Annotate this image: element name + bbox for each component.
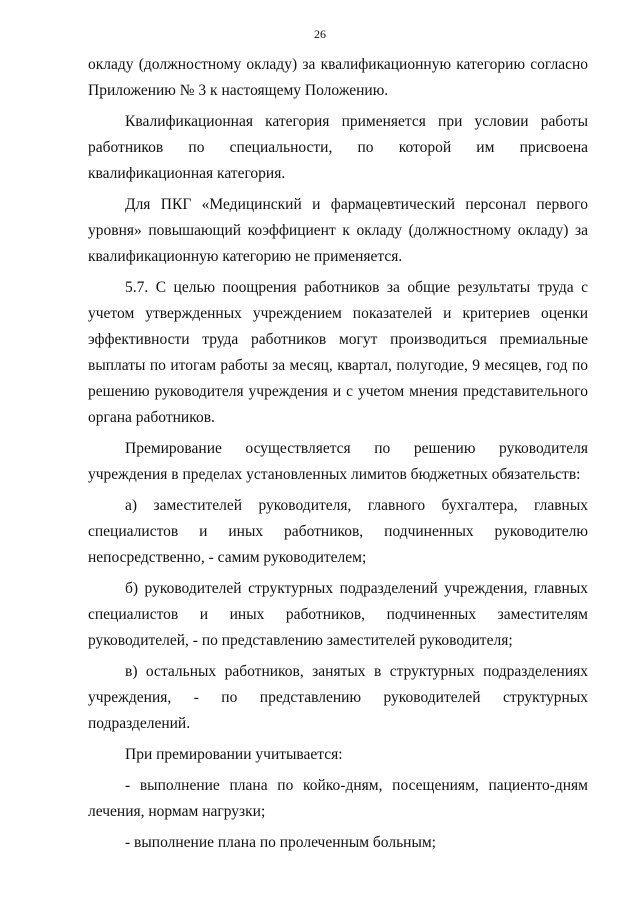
paragraph-pkg-medical-staff: Для ПКГ «Медицинский и фармацевтический персонал первого уровня» повышающий коэффициент к окладу (должностному окладу) за квалификационную категорию не применяется. xyxy=(88,196,588,265)
paragraph-bonus-decision: Премирование осуществляется по решению руководителя учреждения в пределах установленных лимитов бюджетных обязательств: xyxy=(88,440,588,483)
list-item-a: а) заместителей руководителя, главного бухгалтера, главных специалистов и иных работников, подчиненных руководителю непосредственно, - самим руководителем; xyxy=(88,497,588,566)
paragraph-continuation: окладу (должностному окладу) за квалификационную категорию согласно Приложению № 3 к настоящему Положению. xyxy=(88,56,588,99)
list-item-v: в) остальных работников, занятых в структурных подразделениях учреждения, - по представлению руководителей структурных подразделений. xyxy=(88,663,588,732)
paragraph-qualification-category: Квалификационная категория применяется при условии работы работников по специальности, по которой им присвоена квалификационная категория. xyxy=(88,113,588,182)
document-body xyxy=(88,52,588,861)
page-number: 26 xyxy=(314,27,326,41)
list-item-plan-bed-days: - выполнение плана по койко-дням, посещениям, пациенто-дням лечения, нормам нагрузки; xyxy=(88,777,588,820)
paragraph-section-5-7: 5.7. С целью поощрения работников за общие результаты труда с учетом утвержденных учреждением показателей и критериев оценки эффективности труда работников могут производиться премиальные выплаты по итогам работы за месяц, квартал, полугодие, 9 месяцев, год по решению руководителя учреждения и с учетом мнения представительного органа работников. xyxy=(88,279,588,426)
paragraph-bonus-considerations: При премировании учитывается: xyxy=(125,746,343,763)
list-item-plan-treated-patients: - выполнение плана по пролеченным больным; xyxy=(125,834,436,851)
list-item-b: б) руководителей структурных подразделений учреждения, главных специалистов и иных работников, подчиненных заместителям руководителей, - по представлению заместителей руководителя; xyxy=(88,580,588,649)
